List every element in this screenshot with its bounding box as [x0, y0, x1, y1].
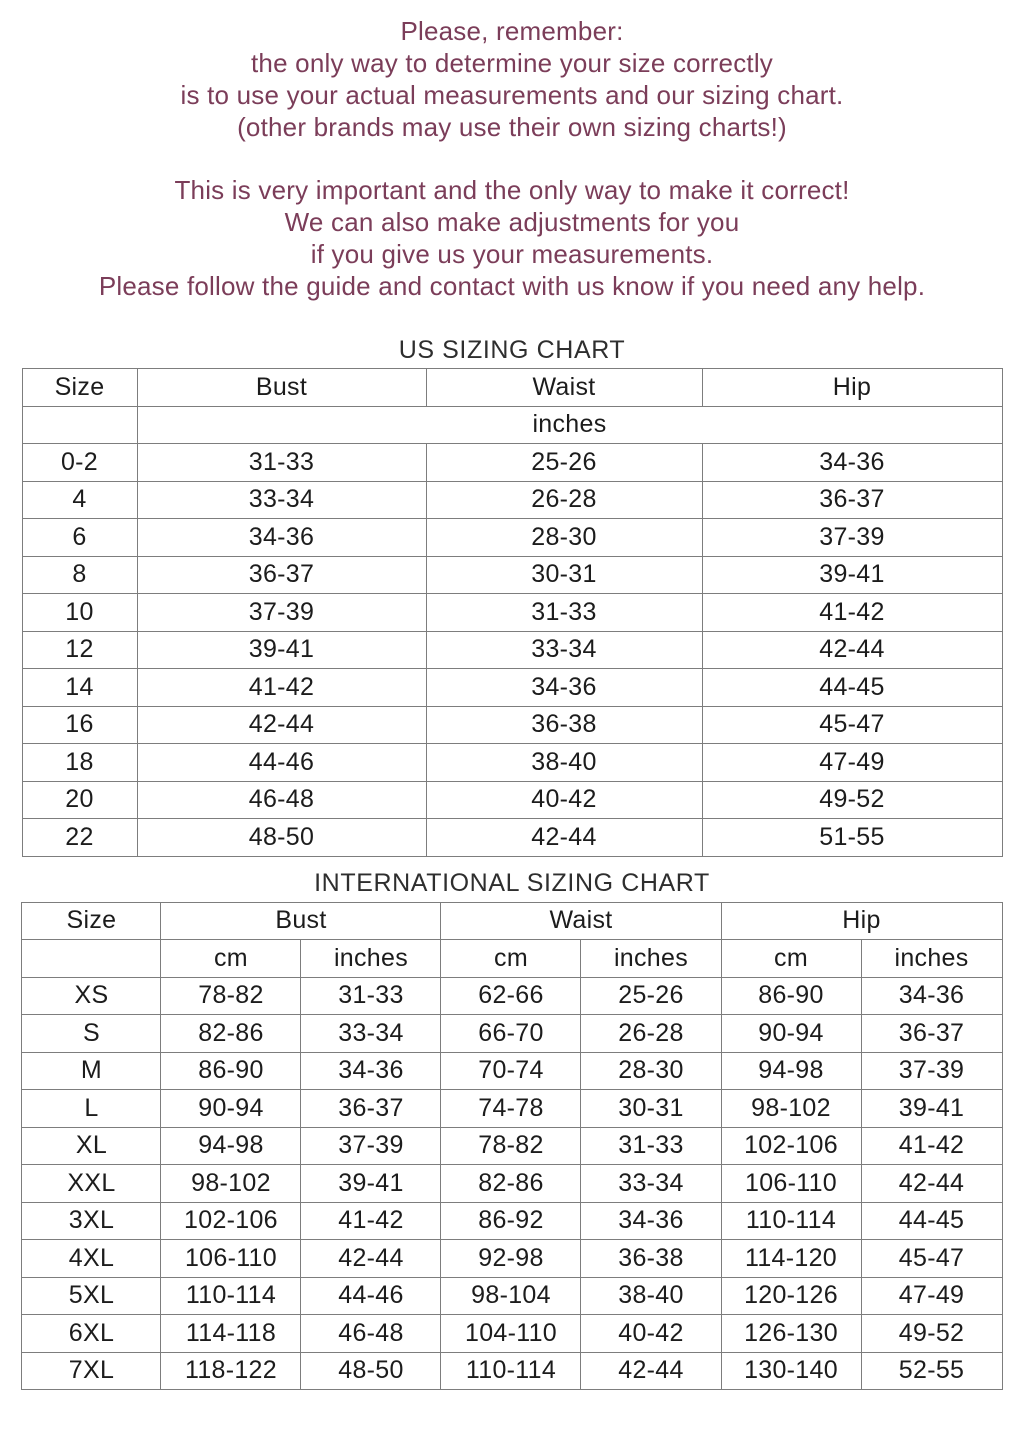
table-row — [22, 1352, 1002, 1390]
waist-cell: 28-30 — [426, 519, 702, 557]
waist-inches-cell: 33-34 — [581, 1165, 721, 1203]
hip-inches-cell: 45-47 — [861, 1240, 1002, 1278]
waist-cm-cell: 74-78 — [441, 1090, 581, 1128]
paragraph-spacer — [0, 143, 1024, 174]
hip-cell: 44-45 — [702, 669, 1002, 707]
intl-subcol-bust-cm: cm — [161, 940, 301, 978]
bust-cell: 37-39 — [137, 594, 426, 632]
intro-line: the only way to determine your size correctly — [251, 48, 773, 78]
table-row — [22, 669, 1002, 707]
hip-cell: 47-49 — [702, 744, 1002, 782]
intl-subcol-hip-cm: cm — [721, 940, 861, 978]
waist-cm-cell: 66-70 — [441, 1015, 581, 1053]
size-cell: 6XL — [22, 1315, 161, 1353]
intro-line: We can also make adjustments for you — [284, 207, 740, 237]
waist-inches-cell: 28-30 — [581, 1052, 721, 1090]
intl-chart-title: INTERNATIONAL SIZING CHART — [314, 868, 710, 897]
hip-cell: 36-37 — [702, 481, 1002, 519]
intro-line: This is very important and the only way to make it correct! — [174, 175, 850, 205]
table-row — [22, 1240, 1002, 1278]
size-cell: 16 — [22, 706, 137, 744]
bust-cm-cell: 102-106 — [161, 1202, 301, 1240]
size-cell: 6 — [22, 519, 137, 557]
waist-cm-cell: 98-104 — [441, 1277, 581, 1315]
waist-inches-cell: 38-40 — [581, 1277, 721, 1315]
bust-cell: 48-50 — [137, 819, 426, 857]
bust-cell: 46-48 — [137, 781, 426, 819]
table-row — [22, 444, 1002, 482]
size-cell: 4 — [22, 481, 137, 519]
size-cell: 20 — [22, 781, 137, 819]
size-cell: 12 — [22, 631, 137, 669]
bust-cm-cell: 78-82 — [161, 977, 301, 1015]
size-cell: 7XL — [22, 1352, 161, 1390]
bust-cm-cell: 82-86 — [161, 1015, 301, 1053]
table-row — [22, 519, 1002, 557]
hip-inches-cell: 44-45 — [861, 1202, 1002, 1240]
waist-inches-cell: 34-36 — [581, 1202, 721, 1240]
size-cell: 5XL — [22, 1277, 161, 1315]
waist-cm-cell: 82-86 — [441, 1165, 581, 1203]
intro-text-block — [0, 0, 1024, 302]
bust-cell: 42-44 — [137, 706, 426, 744]
table-row — [22, 1127, 1002, 1165]
intl-subcol-hip-inches: inches — [861, 940, 1002, 978]
hip-cm-cell: 94-98 — [721, 1052, 861, 1090]
hip-inches-cell: 47-49 — [861, 1277, 1002, 1315]
bust-cm-cell: 114-118 — [161, 1315, 301, 1353]
hip-cm-cell: 98-102 — [721, 1090, 861, 1128]
hip-cm-cell: 120-126 — [721, 1277, 861, 1315]
hip-cell: 51-55 — [702, 819, 1002, 857]
waist-cell: 26-28 — [426, 481, 702, 519]
waist-cm-cell: 110-114 — [441, 1352, 581, 1390]
size-cell: 3XL — [22, 1202, 161, 1240]
table-row — [22, 481, 1002, 519]
intl-col-hip: Hip — [721, 902, 1002, 940]
waist-cell: 33-34 — [426, 631, 702, 669]
bust-cell: 41-42 — [137, 669, 426, 707]
table-row — [22, 819, 1002, 857]
intl-col-bust: Bust — [161, 902, 441, 940]
waist-inches-cell: 40-42 — [581, 1315, 721, 1353]
table-row — [22, 781, 1002, 819]
table-row — [22, 1165, 1002, 1203]
us-unit-row — [22, 406, 1002, 444]
hip-cell: 42-44 — [702, 631, 1002, 669]
bust-inches-cell: 41-42 — [301, 1202, 441, 1240]
bust-cell: 34-36 — [137, 519, 426, 557]
waist-cm-cell: 70-74 — [441, 1052, 581, 1090]
hip-inches-cell: 39-41 — [861, 1090, 1002, 1128]
hip-inches-cell: 52-55 — [861, 1352, 1002, 1390]
waist-cell: 25-26 — [426, 444, 702, 482]
hip-inches-cell: 49-52 — [861, 1315, 1002, 1353]
bust-inches-cell: 33-34 — [301, 1015, 441, 1053]
us-unit-cell: inches — [137, 406, 1002, 444]
waist-inches-cell: 26-28 — [581, 1015, 721, 1053]
hip-cell: 45-47 — [702, 706, 1002, 744]
hip-cm-cell: 90-94 — [721, 1015, 861, 1053]
waist-cell: 42-44 — [426, 819, 702, 857]
intl-col-size: Size — [22, 902, 161, 940]
size-cell: XXL — [22, 1165, 161, 1203]
hip-cell: 37-39 — [702, 519, 1002, 557]
bust-cell: 31-33 — [137, 444, 426, 482]
hip-cell: 39-41 — [702, 556, 1002, 594]
waist-inches-cell: 30-31 — [581, 1090, 721, 1128]
waist-cell: 34-36 — [426, 669, 702, 707]
bust-inches-cell: 44-46 — [301, 1277, 441, 1315]
waist-cell: 31-33 — [426, 594, 702, 632]
table-row — [22, 1202, 1002, 1240]
waist-cell: 30-31 — [426, 556, 702, 594]
size-cell: L — [22, 1090, 161, 1128]
waist-cell: 40-42 — [426, 781, 702, 819]
bust-inches-cell: 31-33 — [301, 977, 441, 1015]
hip-cm-cell: 114-120 — [721, 1240, 861, 1278]
bust-cell: 36-37 — [137, 556, 426, 594]
bust-cm-cell: 106-110 — [161, 1240, 301, 1278]
empty-cell — [22, 406, 137, 444]
size-cell: 0-2 — [22, 444, 137, 482]
hip-inches-cell: 34-36 — [861, 977, 1002, 1015]
table-row — [22, 706, 1002, 744]
bust-inches-cell: 36-37 — [301, 1090, 441, 1128]
table-row — [22, 1090, 1002, 1128]
size-cell: 18 — [22, 744, 137, 782]
intl-header-row — [22, 902, 1002, 940]
bust-inches-cell: 48-50 — [301, 1352, 441, 1390]
empty-cell — [22, 940, 161, 978]
us-chart-title: US SIZING CHART — [398, 336, 626, 364]
hip-cm-cell: 86-90 — [721, 977, 861, 1015]
waist-cm-cell: 78-82 — [441, 1127, 581, 1165]
hip-cell: 34-36 — [702, 444, 1002, 482]
bust-inches-cell: 34-36 — [301, 1052, 441, 1090]
hip-cm-cell: 130-140 — [721, 1352, 861, 1390]
bust-inches-cell: 37-39 — [301, 1127, 441, 1165]
size-cell: XL — [22, 1127, 161, 1165]
waist-inches-cell: 42-44 — [581, 1352, 721, 1390]
size-cell: 14 — [22, 669, 137, 707]
intro-line: is to use your actual measurements and our sizing chart. — [180, 80, 844, 110]
waist-cm-cell: 104-110 — [441, 1315, 581, 1353]
intl-col-waist: Waist — [441, 902, 721, 940]
intl-subcol-waist-inches: inches — [581, 940, 721, 978]
us-col-hip: Hip — [702, 369, 1002, 407]
waist-cell: 38-40 — [426, 744, 702, 782]
hip-cell: 41-42 — [702, 594, 1002, 632]
us-col-size: Size — [22, 369, 137, 407]
intro-line: if you give us your measurements. — [310, 239, 714, 269]
table-row — [22, 556, 1002, 594]
bust-cm-cell: 118-122 — [161, 1352, 301, 1390]
waist-cm-cell: 92-98 — [441, 1240, 581, 1278]
table-row — [22, 594, 1002, 632]
bust-cell: 33-34 — [137, 481, 426, 519]
hip-cm-cell: 126-130 — [721, 1315, 861, 1353]
hip-inches-cell: 37-39 — [861, 1052, 1002, 1090]
size-cell: S — [22, 1015, 161, 1053]
table-row — [22, 631, 1002, 669]
us-col-waist: Waist — [426, 369, 702, 407]
size-cell: 4XL — [22, 1240, 161, 1278]
bust-cm-cell: 94-98 — [161, 1127, 301, 1165]
intro-line: Please follow the guide and contact with us know if you need any help. — [98, 271, 926, 301]
table-row — [22, 1277, 1002, 1315]
table-row — [22, 744, 1002, 782]
table-row — [22, 1015, 1002, 1053]
waist-cm-cell: 62-66 — [441, 977, 581, 1015]
intl-subcol-bust-inches: inches — [301, 940, 441, 978]
hip-inches-cell: 42-44 — [861, 1165, 1002, 1203]
bust-cell: 39-41 — [137, 631, 426, 669]
bust-cell: 44-46 — [137, 744, 426, 782]
waist-inches-cell: 31-33 — [581, 1127, 721, 1165]
intro-line: Please, remember: — [400, 16, 624, 46]
hip-cm-cell: 106-110 — [721, 1165, 861, 1203]
size-cell: 8 — [22, 556, 137, 594]
us-sizing-table — [22, 368, 1003, 857]
bust-inches-cell: 39-41 — [301, 1165, 441, 1203]
size-cell: XS — [22, 977, 161, 1015]
bust-inches-cell: 46-48 — [301, 1315, 441, 1353]
us-col-bust: Bust — [137, 369, 426, 407]
bust-cm-cell: 86-90 — [161, 1052, 301, 1090]
hip-cell: 49-52 — [702, 781, 1002, 819]
bust-inches-cell: 42-44 — [301, 1240, 441, 1278]
waist-cm-cell: 86-92 — [441, 1202, 581, 1240]
hip-cm-cell: 102-106 — [721, 1127, 861, 1165]
hip-inches-cell: 41-42 — [861, 1127, 1002, 1165]
bust-cm-cell: 98-102 — [161, 1165, 301, 1203]
intro-line: (other brands may use their own sizing charts!) — [237, 112, 787, 142]
hip-cm-cell: 110-114 — [721, 1202, 861, 1240]
table-row — [22, 1315, 1002, 1353]
us-header-row — [22, 369, 1002, 407]
size-cell: 22 — [22, 819, 137, 857]
table-row — [22, 1052, 1002, 1090]
intl-unit-row — [22, 940, 1002, 978]
intl-subcol-waist-cm: cm — [441, 940, 581, 978]
waist-inches-cell: 25-26 — [581, 977, 721, 1015]
waist-inches-cell: 36-38 — [581, 1240, 721, 1278]
bust-cm-cell: 90-94 — [161, 1090, 301, 1128]
size-cell: 10 — [22, 594, 137, 632]
intl-sizing-table — [21, 902, 1002, 1391]
waist-cell: 36-38 — [426, 706, 702, 744]
size-cell: M — [22, 1052, 161, 1090]
table-row — [22, 977, 1002, 1015]
hip-inches-cell: 36-37 — [861, 1015, 1002, 1053]
bust-cm-cell: 110-114 — [161, 1277, 301, 1315]
